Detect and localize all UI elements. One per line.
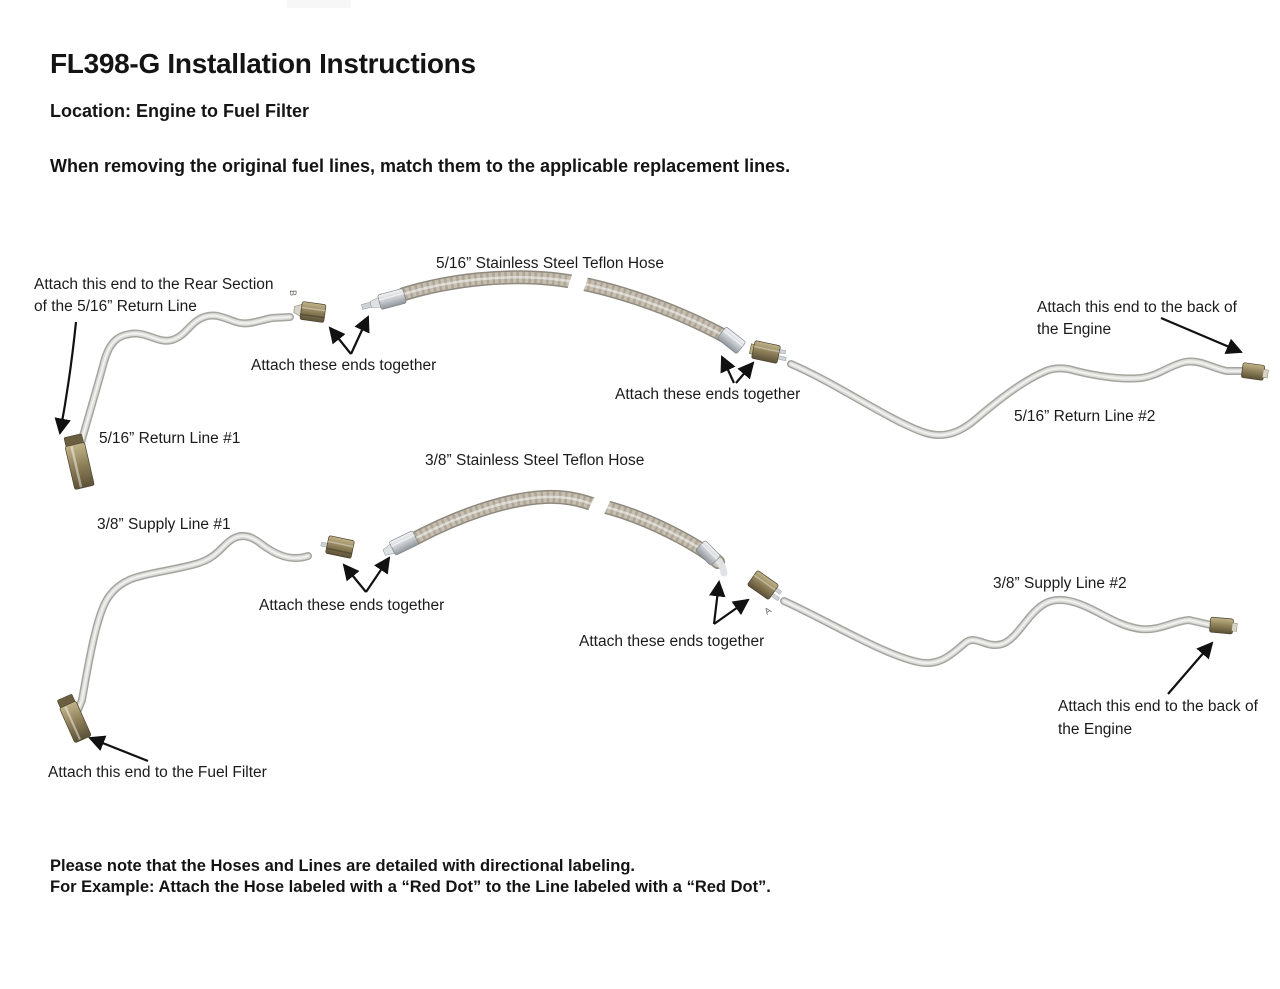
hose-516	[360, 266, 746, 354]
location-line: Location: Engine to Fuel Filter	[50, 101, 309, 121]
union-fitting-bottom	[747, 570, 785, 604]
note-line-2: For Example: Attach the Hose labeled with a “Red Dot” to the Line labeled with a “Red Dot”.	[50, 878, 771, 896]
label-ends-together-4: Attach these ends together	[579, 633, 765, 650]
arrow-ends-1a	[330, 328, 351, 354]
label-ends-together-2: Attach these ends together	[615, 386, 801, 403]
hose-38	[381, 487, 724, 573]
label-back-engine-top-line1: Attach this end to the back of	[1037, 299, 1237, 316]
label-rear-section-line1: Attach this end to the Rear Section	[34, 276, 274, 293]
page-title: FL398-G Installation Instructions	[50, 48, 476, 79]
supply-line-1-flare-nut	[320, 534, 355, 558]
directional-labeling-note	[50, 856, 771, 898]
supply-line-2-tube	[784, 600, 1211, 663]
label-hose-516: 5/16” Stainless Steel Teflon Hose	[436, 255, 665, 272]
arrow-fuel-filter	[90, 738, 148, 761]
arrow-back-engine-bottom	[1168, 643, 1212, 694]
marking-a: A	[762, 604, 774, 617]
label-back-engine-bottom-line2: the Engine	[1058, 721, 1133, 738]
arrow-back-engine-top	[1161, 318, 1241, 352]
note-line-1: Please note that the Hoses and Lines are detailed with directional labeling.	[50, 857, 635, 875]
arrow-rear-section	[60, 322, 76, 433]
marking-b: B	[288, 290, 298, 297]
label-supply-line-1: 3/8” Supply Line #1	[97, 516, 231, 533]
supply-line-2-end-fitting	[1209, 617, 1237, 634]
label-rear-section-line2: of the 5/16” Return Line	[34, 298, 197, 315]
supply-line-1-end-fitting	[56, 694, 91, 743]
hose-38-left-fitting	[381, 531, 419, 560]
label-ends-together-3: Attach these ends together	[259, 597, 445, 614]
arrow-ends-1b	[351, 317, 368, 354]
label-return-line-1: 5/16” Return Line #1	[99, 430, 241, 447]
return-line-2-end-fitting	[1241, 363, 1269, 381]
arrow-ends-3a	[344, 565, 366, 592]
return-line-1-inlet-fitting	[63, 433, 94, 489]
arrow-ends-4a	[714, 582, 719, 624]
arrow-ends-3b	[366, 558, 389, 592]
label-hose-38: 3/8” Stainless Steel Teflon Hose	[425, 452, 645, 469]
supply-line-1-tube	[78, 536, 308, 710]
arrow-ends-4b	[714, 600, 748, 624]
return-line-1-flare-nut	[293, 300, 326, 322]
arrow-ends-2a	[722, 357, 734, 383]
label-back-engine-bottom-line1: Attach this end to the back of	[1058, 698, 1258, 715]
label-supply-line-2: 3/8” Supply Line #2	[993, 575, 1127, 592]
label-return-line-2: 5/16” Return Line #2	[1014, 408, 1156, 425]
label-fuel-filter: Attach this end to the Fuel Filter	[48, 764, 267, 781]
label-back-engine-top-line2: the Engine	[1037, 321, 1112, 338]
union-fitting-top	[748, 340, 788, 365]
label-ends-together-1: Attach these ends together	[251, 357, 437, 374]
arrow-ends-2b	[736, 363, 753, 383]
hose-516-left-fitting	[360, 288, 406, 314]
intro-instruction: When removing the original fuel lines, match them to the applicable replacement lines.	[50, 156, 791, 176]
